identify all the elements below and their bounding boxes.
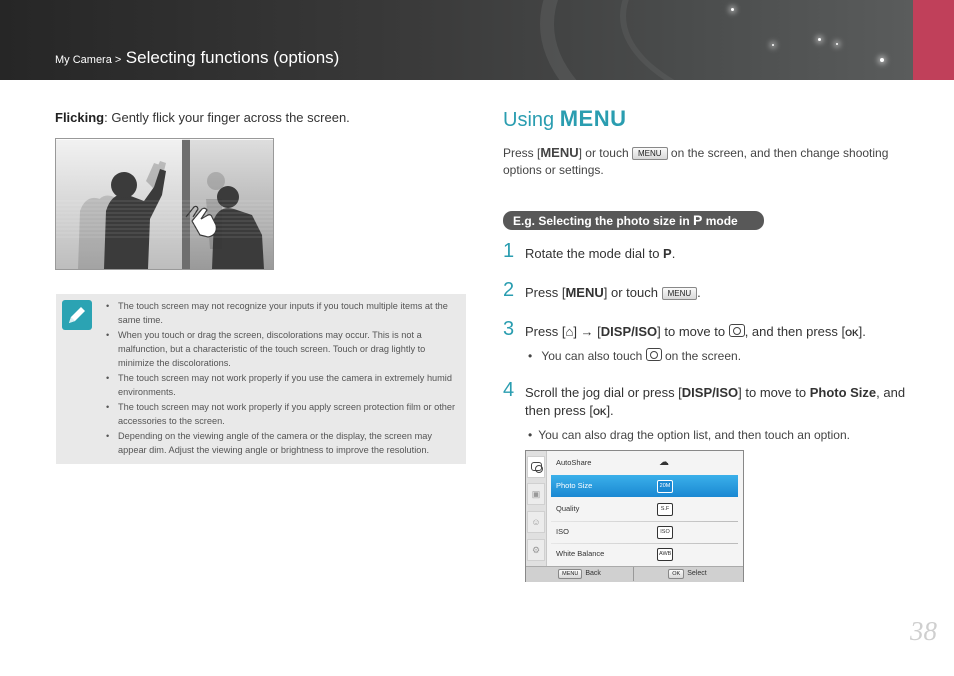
page-number: 38 <box>910 616 937 646</box>
header-accent-tab <box>913 0 954 80</box>
ok-key-icon: OK <box>668 569 684 579</box>
step-text: Scroll the jog dial or press [ <box>525 385 682 400</box>
step-4-note: • You can also drag the option list, and then touch an option. <box>528 428 850 442</box>
menu-row-label: Photo Size <box>556 481 593 490</box>
sparkle <box>772 44 774 46</box>
menu-row-label: ISO <box>556 527 569 536</box>
quality-icon: S.F <box>657 503 673 516</box>
note-item: • When you touch or drag the screen, discolorations may occur. This is not a malfunction, but a characteristic of the touch screen. Touch or drag lightly to minimize the discolorations. <box>102 328 462 370</box>
step-text: ]. <box>858 324 866 339</box>
flick-description <box>55 110 350 125</box>
white-balance-icon: AWB <box>657 548 673 561</box>
menu-touch-key: MENU <box>632 147 668 160</box>
jog-button-icon: ⌂ <box>565 324 574 339</box>
note-item: • The touch screen may not work properly if you apply screen protection film or other accessories to the screen. <box>102 400 462 428</box>
menu-row-label: Quality <box>556 504 580 513</box>
step-text: ] to move to <box>738 385 807 400</box>
section-title <box>503 106 626 132</box>
disp-iso-button-glyph: DISP/ISO <box>600 324 658 339</box>
menu-row-quality[interactable] <box>551 498 738 520</box>
ok-button-glyph: OK <box>592 407 607 417</box>
photo-size-icon: 20M <box>657 480 673 493</box>
iso-icon: ISO <box>657 526 673 539</box>
note-box <box>56 294 466 464</box>
header-swoosh-inner <box>620 0 913 80</box>
back-label: Back <box>585 570 601 577</box>
menu-row-photo-size[interactable] <box>551 475 738 497</box>
camera-settings-tab[interactable] <box>527 456 545 478</box>
camera-icon <box>531 462 542 471</box>
step-text: . <box>671 246 676 261</box>
intro-text: on the screen, and then change shooting options or settings. <box>503 146 889 177</box>
user-settings-tab[interactable] <box>527 511 545 533</box>
note-text: on the screen. <box>664 349 742 363</box>
step-text: . <box>697 285 701 300</box>
breadcrumb <box>55 48 339 68</box>
step-text: , and then press [ <box>744 324 846 339</box>
note-item: • The touch screen may not recognize your inputs if you touch multiple items at the same time. <box>102 299 462 327</box>
step-number: 4 <box>503 379 515 401</box>
sparkle <box>836 43 838 45</box>
menu-button-glyph: MENU <box>559 106 627 131</box>
step-text: ]. <box>606 403 614 418</box>
movie-icon: ▣ <box>531 489 541 499</box>
step-text: , and then press [ <box>525 385 906 418</box>
pencil-note-icon <box>62 300 92 330</box>
note-item: • Depending on the viewing angle of the camera or the display, the screen may appear dim. Adjust the viewing angle or brightness to improve the resolution. <box>102 429 462 457</box>
section-title-prefix: Using <box>503 109 555 131</box>
example-text: mode <box>705 214 738 228</box>
breadcrumb-parent[interactable]: My Camera > <box>55 54 122 66</box>
user-icon: ☺ <box>531 517 541 527</box>
step-text: Press [ <box>525 285 566 300</box>
sparkle <box>880 58 884 62</box>
intro-text: Press [ <box>503 146 541 160</box>
menu-row-label: White Balance <box>556 549 605 558</box>
camera-icon <box>729 324 745 337</box>
step-number: 1 <box>503 240 515 262</box>
section-intro <box>503 144 913 179</box>
screen-bottom-bar <box>526 566 743 582</box>
flick-illustration-image <box>56 139 273 269</box>
menu-key-icon: MENU <box>558 569 582 579</box>
flick-illustration <box>55 138 274 270</box>
step-text: Rotate the mode dial to <box>525 246 660 261</box>
menu-row-label: AutoShare <box>556 458 592 467</box>
page-header <box>0 0 913 80</box>
sparkle <box>818 38 821 41</box>
flick-desc: : Gently flick your finger across the screen. <box>104 110 350 125</box>
step-text: Press [ <box>525 324 566 339</box>
menu-row-iso[interactable] <box>551 521 738 543</box>
menu-row-autoshare[interactable] <box>551 452 738 474</box>
step-text: ] → [ <box>573 324 601 339</box>
menu-button-glyph: MENU <box>540 145 579 160</box>
step-number: 2 <box>503 279 515 301</box>
example-heading <box>503 211 764 230</box>
menu-row-white-balance[interactable] <box>551 543 738 565</box>
step-number: 3 <box>503 318 515 340</box>
breadcrumb-current: Selecting functions (options) <box>125 48 340 67</box>
menu-button-glyph: MENU <box>565 285 604 300</box>
step-3-note <box>528 348 741 363</box>
step-text: ] to move to <box>657 324 726 339</box>
note-list <box>102 299 462 458</box>
flick-term: Flicking <box>55 110 105 125</box>
menu-sidebar <box>526 451 547 566</box>
gear-icon: ⚙ <box>531 545 541 555</box>
intro-text: ] or touch <box>578 146 629 160</box>
select-label: Select <box>687 570 707 577</box>
menu-touch-key: MENU <box>662 287 698 300</box>
autoshare-icon: ☁ <box>659 457 669 468</box>
disp-iso-button-glyph: DISP/ISO <box>681 385 739 400</box>
camera-menu-screen <box>525 450 744 582</box>
back-button[interactable] <box>526 567 634 581</box>
p-mode-glyph: P <box>663 246 672 261</box>
note-item: • The touch screen may not work properly if you use the camera in extremely humid environments. <box>102 371 462 399</box>
step-text: ] or touch <box>603 285 658 300</box>
note-text: You can also touch <box>541 349 643 363</box>
gear-settings-tab[interactable] <box>527 539 545 561</box>
select-button[interactable] <box>634 567 741 581</box>
photo-size-term: Photo Size <box>809 385 877 400</box>
movie-settings-tab[interactable] <box>527 483 545 505</box>
sparkle <box>731 8 734 11</box>
camera-icon <box>646 348 662 361</box>
example-text: E.g. Selecting the photo size in <box>513 214 690 228</box>
p-mode-glyph: P <box>693 212 703 228</box>
ok-button-glyph: OK <box>845 328 859 338</box>
